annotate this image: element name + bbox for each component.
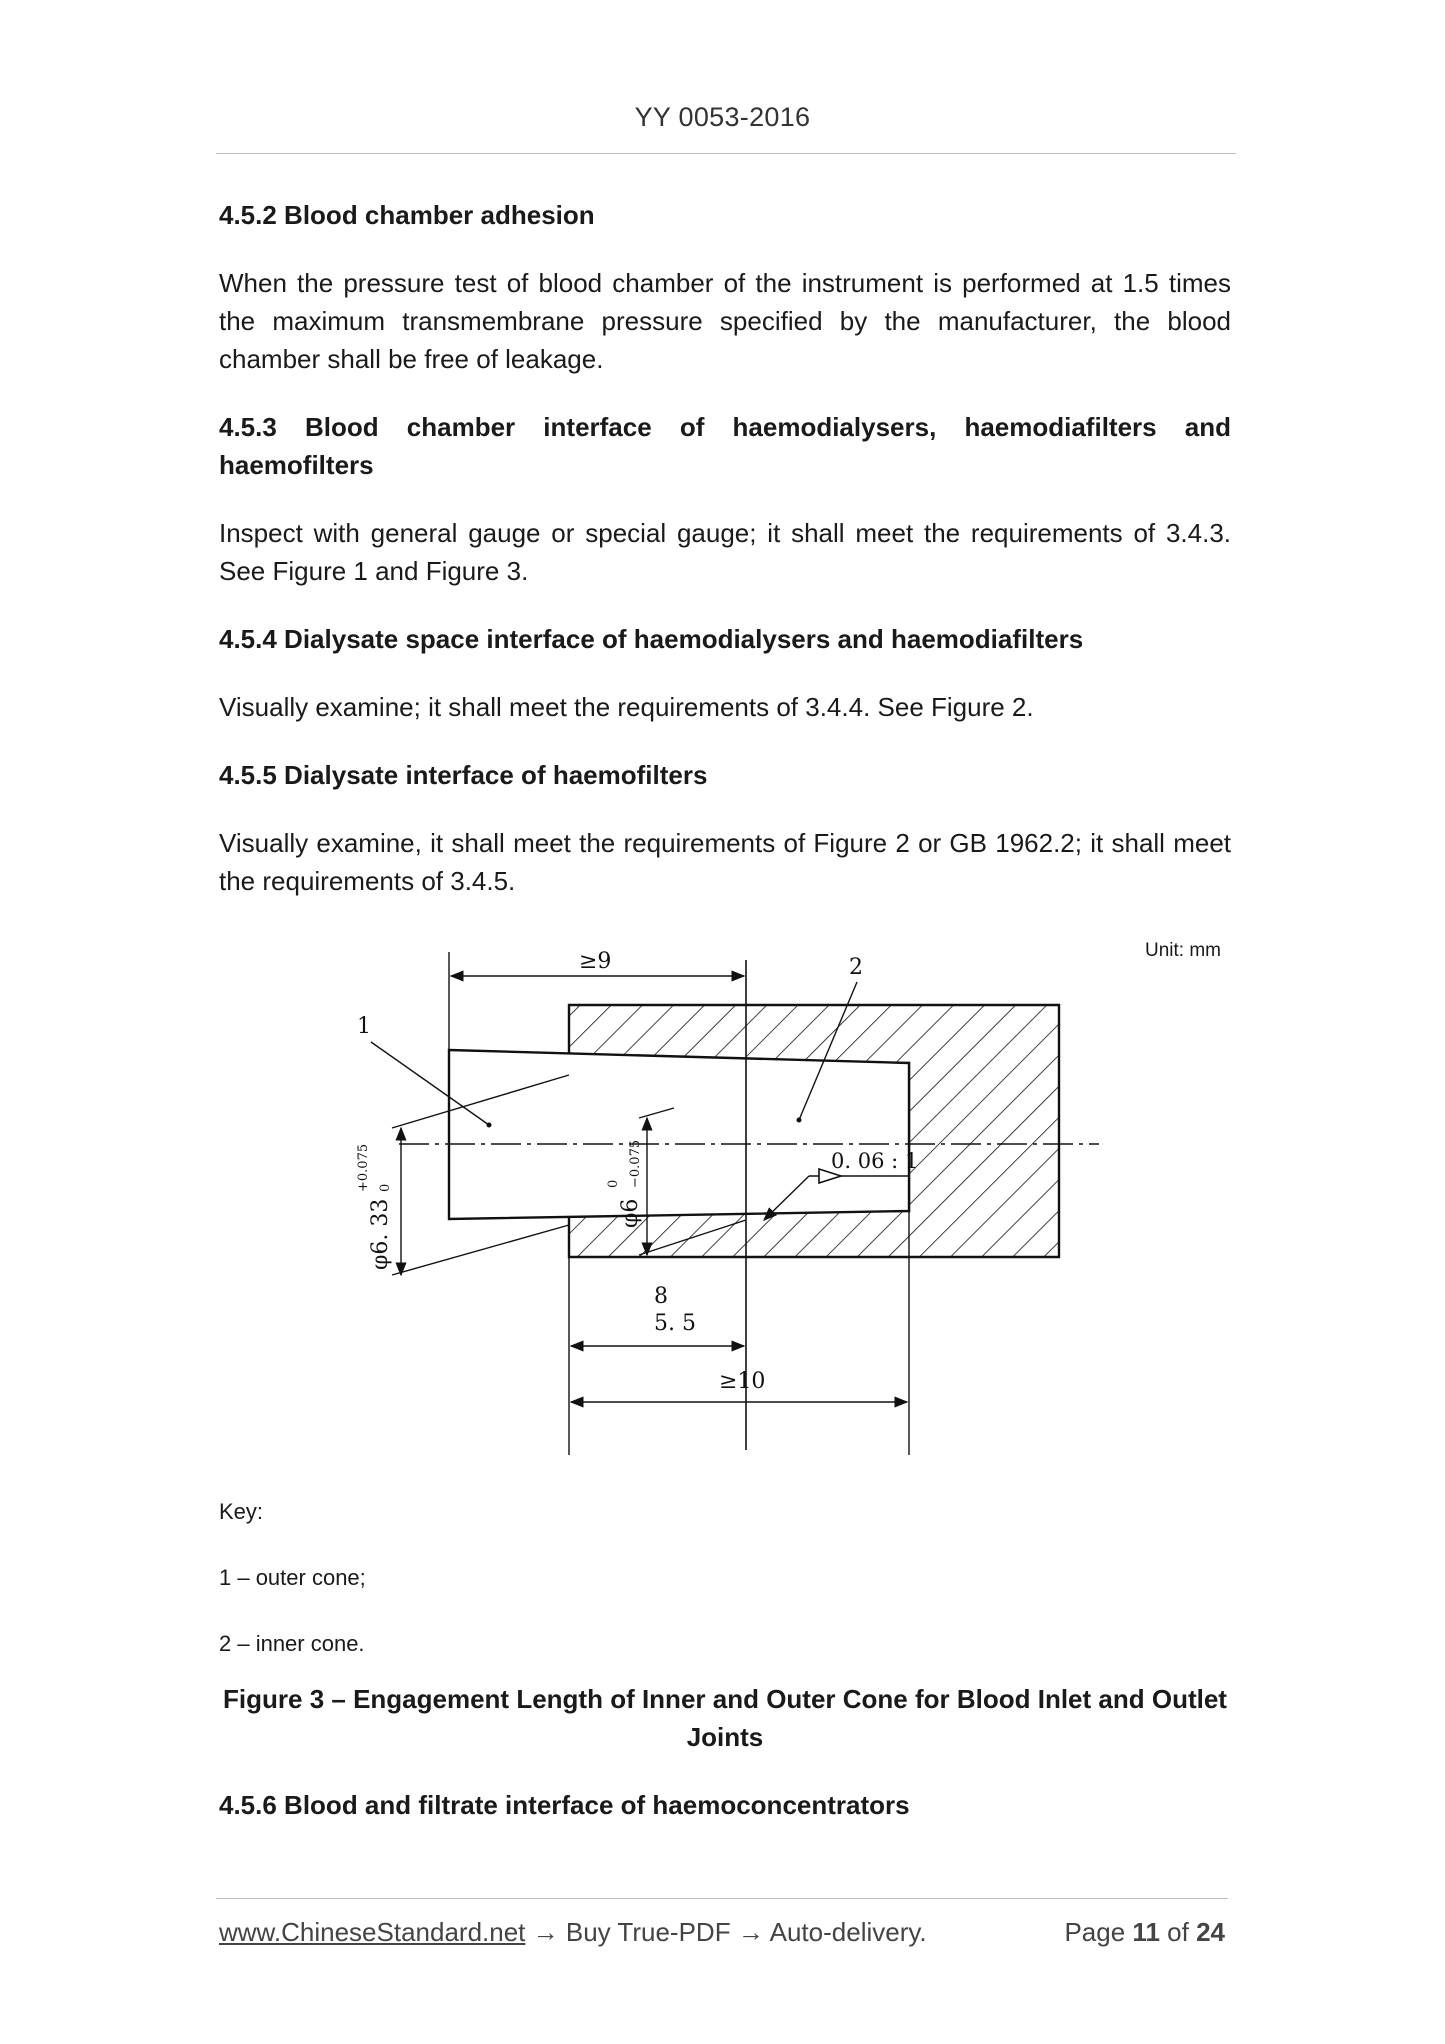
section-4-5-2-heading: 4.5.2 Blood chamber adhesion: [219, 200, 595, 230]
section-4-5-5-text: Visually examine, it shall meet the requirements of Figure 2 or GB 1962.2; it shall meet the requirements of 3.4.5.: [219, 828, 1231, 896]
callout-2: 2: [849, 955, 863, 980]
document-code-header: YY 0053-2016: [634, 102, 811, 132]
inner-dia-label: φ6: [618, 1198, 643, 1228]
footer-buy-text: Buy True-PDF: [565, 1917, 731, 1947]
dim-top-label: ≥9: [579, 949, 612, 974]
outer-dia-label: φ6. 33: [368, 1198, 393, 1270]
section-4-5-3-text: Inspect with general gauge or special gauge; it shall meet the requirements of 3.4.3. See Figure 1 and Figure 3.: [219, 518, 1231, 586]
inner-tol-lower: −0.075: [628, 1139, 643, 1188]
outer-tol-upper: +0.075: [356, 1143, 371, 1192]
figure-key-title: Key:: [219, 1499, 264, 1524]
dim-bottom-label: ≥10: [719, 1369, 766, 1394]
footer-divider: [216, 1898, 1228, 1899]
page-total: 24: [1196, 1917, 1225, 1947]
footer-delivery-text: Auto-delivery.: [769, 1917, 927, 1947]
page-indicator: [1064, 1917, 1225, 1948]
page-footer: [219, 1917, 1231, 1948]
page-number: 11: [1132, 1917, 1160, 1947]
section-4-5-5-heading: 4.5.5 Dialysate interface of haemofilters: [219, 760, 708, 790]
section-4-5-4-heading: 4.5.4 Dialysate space interface of haemodialysers and haemodiafilters: [219, 624, 1084, 654]
callout-1: 1: [357, 1014, 371, 1039]
arrow-icon: →: [532, 1917, 559, 1947]
dim-8-label: 8: [654, 1284, 668, 1309]
cone-engagement-drawing: [219, 930, 1231, 1490]
section-4-5-2-text: When the pressure test of blood chamber of the instrument is performed at 1.5 times the maximum transmembrane pressure specified by the manufacturer, the blood chamber shall be free of leakage.: [219, 268, 1231, 374]
page-word: Page: [1064, 1917, 1126, 1947]
figure-3: [219, 930, 1231, 1490]
dim-5-5-label: 5. 5: [654, 1311, 696, 1336]
inner-tol-upper: 0: [606, 1179, 621, 1188]
page-content: [219, 196, 1231, 1854]
figure-key-item-1: 1 – outer cone;: [219, 1565, 366, 1590]
figure-key-item-2: 2 – inner cone.: [219, 1631, 365, 1656]
of-word: of: [1167, 1917, 1189, 1947]
outer-cone-outline: [449, 1050, 909, 1219]
taper-label: 0. 06 : 1: [831, 1149, 919, 1173]
header-divider: [216, 153, 1236, 154]
outer-tol-lower: 0: [378, 1183, 393, 1192]
section-4-5-3-heading: 4.5.3 Blood chamber interface of haemodialysers, haemodiafilters and haemofilters: [219, 412, 1231, 480]
arrow-icon: →: [737, 1917, 764, 1947]
figure-unit-label: Unit: mm: [1145, 940, 1221, 961]
section-4-5-6-heading: 4.5.6 Blood and filtrate interface of haemoconcentrators: [219, 1790, 910, 1820]
figure-caption: Figure 3 – Engagement Length of Inner and Outer Cone for Blood Inlet and Outlet Joints: [223, 1684, 1227, 1752]
section-4-5-4-text: Visually examine; it shall meet the requirements of 3.4.4. See Figure 2.: [219, 692, 1034, 722]
chinesestandard-link[interactable]: www.ChineseStandard.net: [219, 1917, 526, 1947]
